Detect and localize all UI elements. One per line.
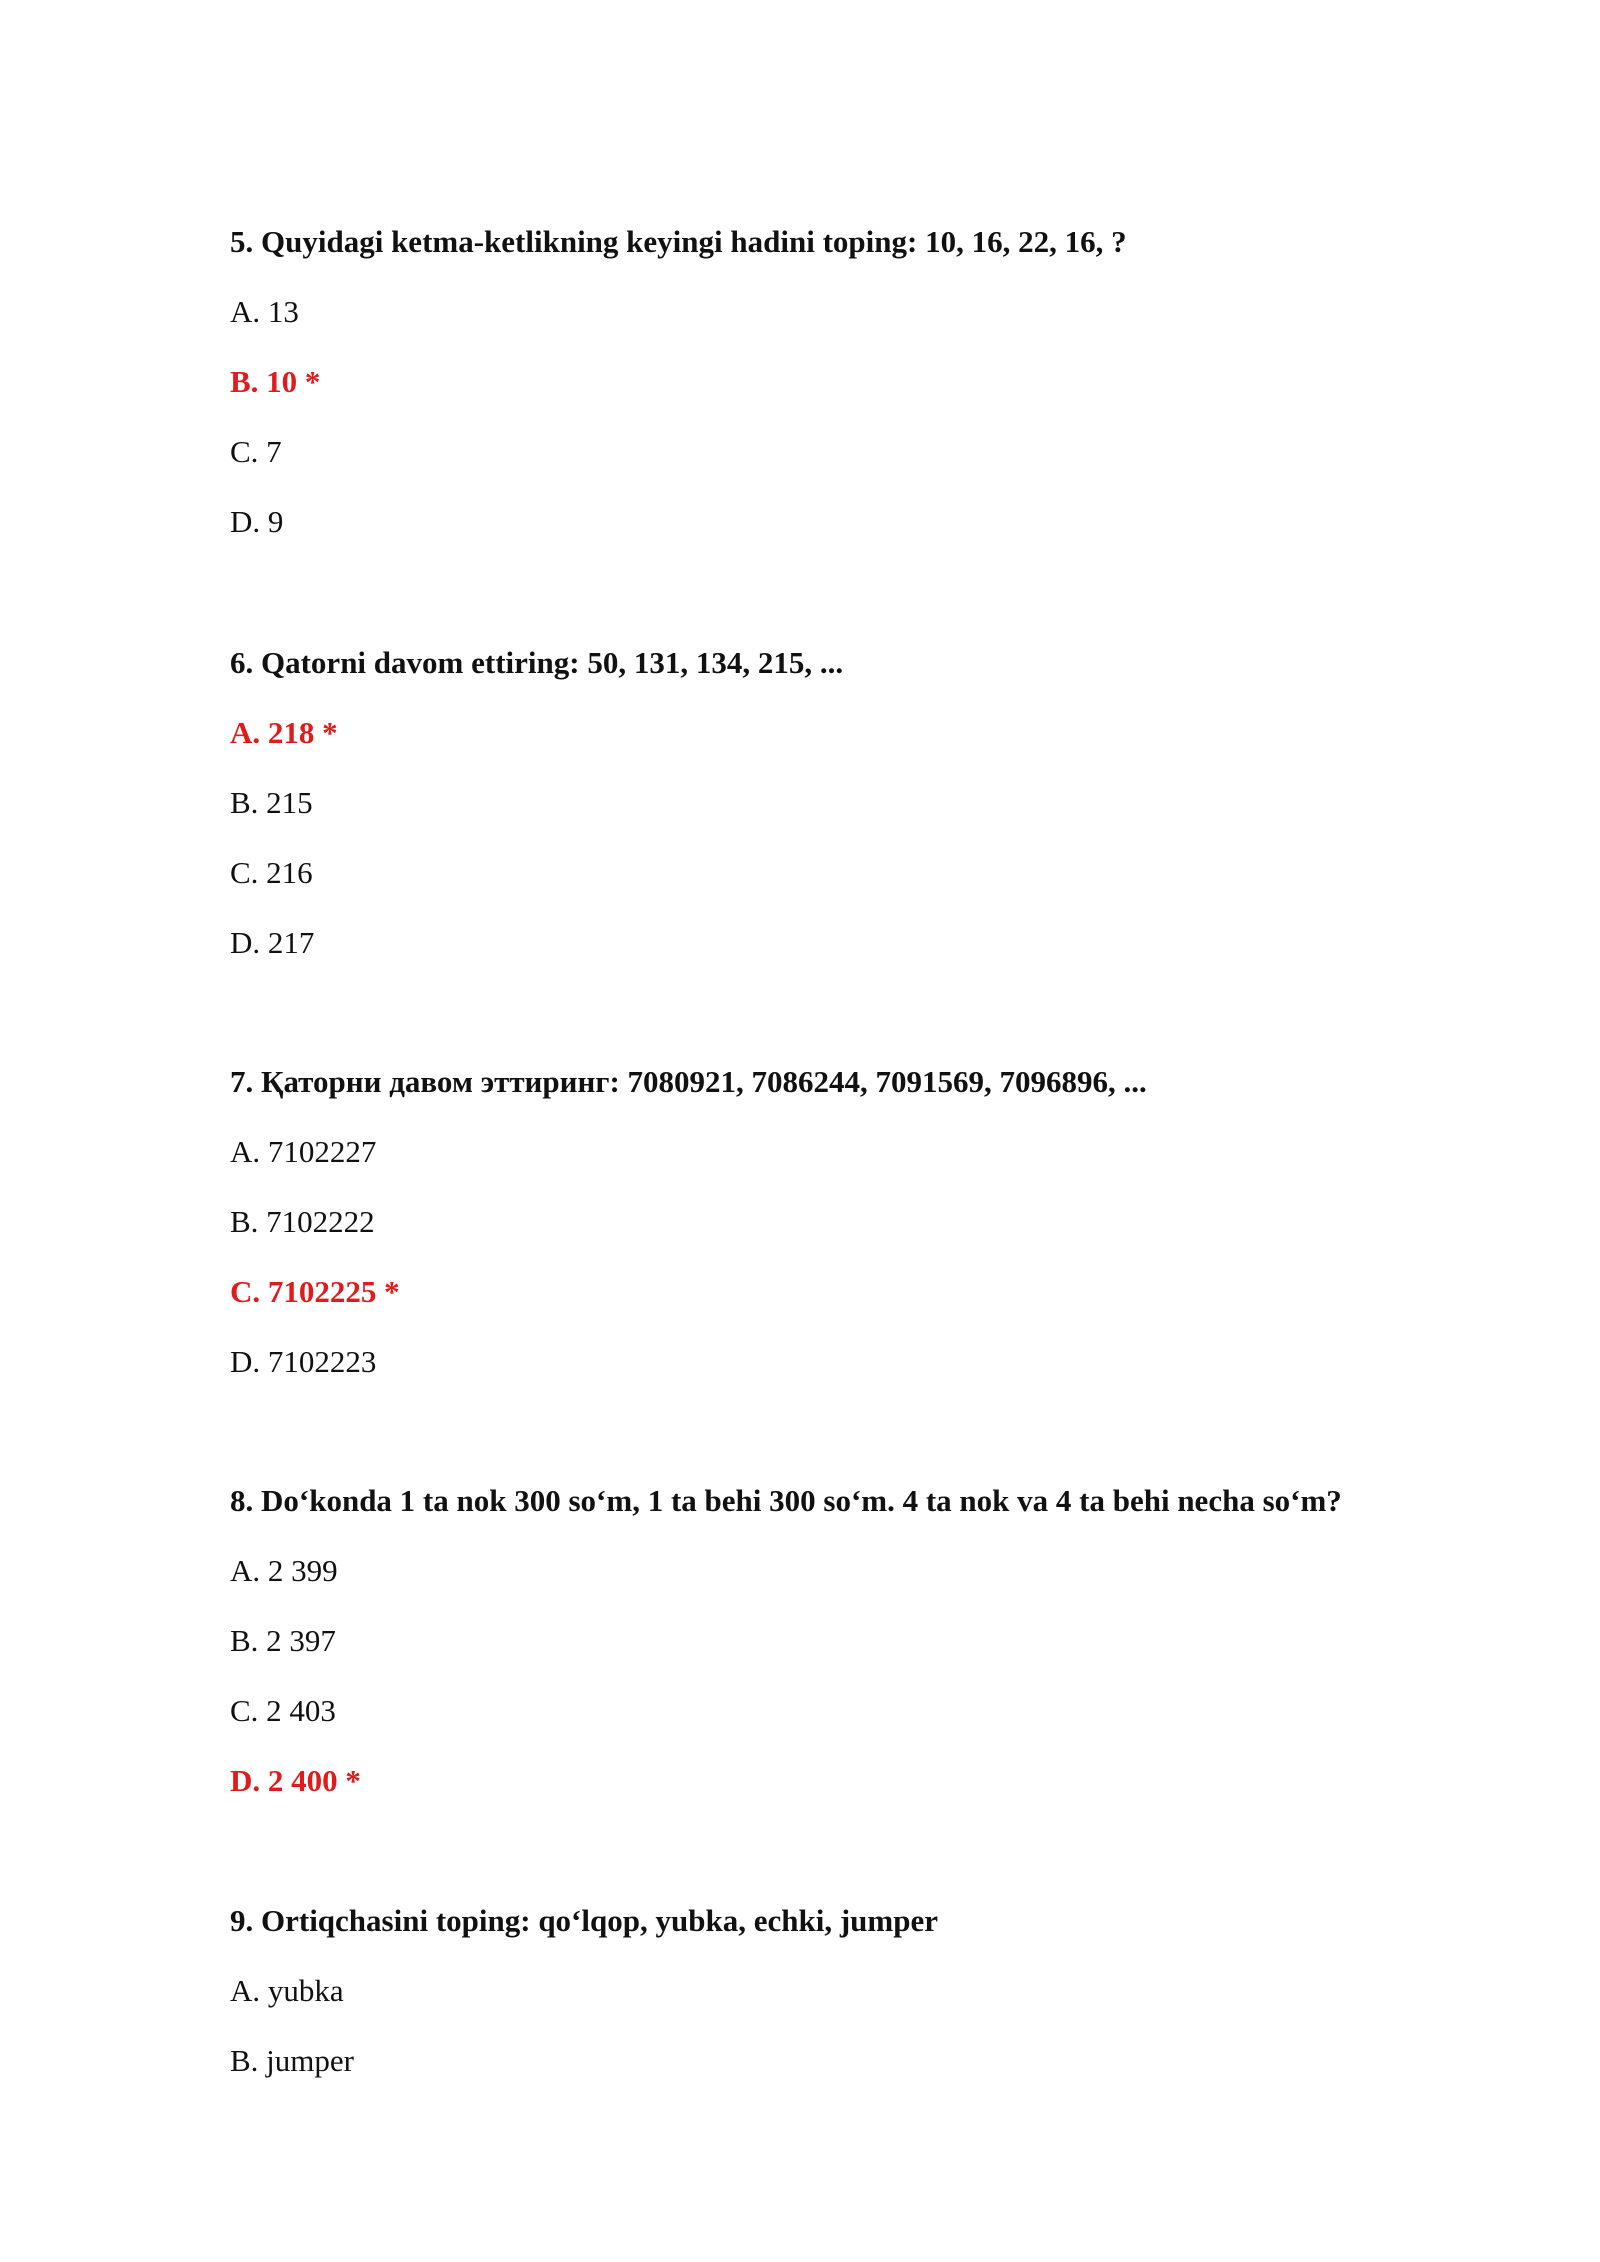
question-title: 7. Қаторни давом эттиринг: 7080921, 7086244, 7091569, 7096896, ... bbox=[230, 1064, 1147, 1099]
question-7 bbox=[230, 1064, 1530, 1380]
question-8 bbox=[230, 1483, 1530, 1799]
question-title: 5. Quyidagi ketma-ketlikning keyingi hadini toping: 10, 16, 22, 16, ? bbox=[230, 224, 1127, 259]
answer-option-a: A. 2 399 bbox=[230, 1553, 338, 1588]
answer-option-c-correct: C. 7102225 * bbox=[230, 1274, 400, 1309]
question-9 bbox=[230, 1903, 1530, 2079]
answer-option-d: D. 7102223 bbox=[230, 1344, 377, 1379]
answer-option-c: C. 216 bbox=[230, 855, 313, 890]
answer-option-c: C. 2 403 bbox=[230, 1693, 336, 1728]
answer-option-b: B. 2 397 bbox=[230, 1623, 336, 1658]
answer-option-b: B. jumper bbox=[230, 2043, 354, 2078]
question-title: 9. Ortiqchasini toping: qo‘lqop, yubka, echki, jumper bbox=[230, 1903, 938, 1938]
answer-option-b: B. 215 bbox=[230, 785, 313, 820]
question-title: 8. Do‘konda 1 ta nok 300 so‘m, 1 ta behi 300 so‘m. 4 ta nok va 4 ta behi necha so‘m? bbox=[230, 1483, 1342, 1518]
answer-option-b-correct: B. 10 * bbox=[230, 364, 321, 399]
answer-option-d-correct: D. 2 400 * bbox=[230, 1763, 361, 1798]
answer-option-c: C. 7 bbox=[230, 434, 282, 469]
answer-option-a: A. 7102227 bbox=[230, 1134, 377, 1169]
answer-option-a: A. yubka bbox=[230, 1973, 344, 2008]
question-5 bbox=[230, 224, 1530, 540]
question-6 bbox=[230, 645, 1530, 961]
answer-option-a-correct: A. 218 * bbox=[230, 715, 338, 750]
answer-option-b: B. 7102222 bbox=[230, 1204, 375, 1239]
question-title: 6. Qatorni davom ettiring: 50, 131, 134, 215, ... bbox=[230, 645, 844, 680]
answer-option-d: D. 217 bbox=[230, 925, 315, 960]
answer-option-d: D. 9 bbox=[230, 504, 284, 539]
answer-option-a: A. 13 bbox=[230, 294, 299, 329]
